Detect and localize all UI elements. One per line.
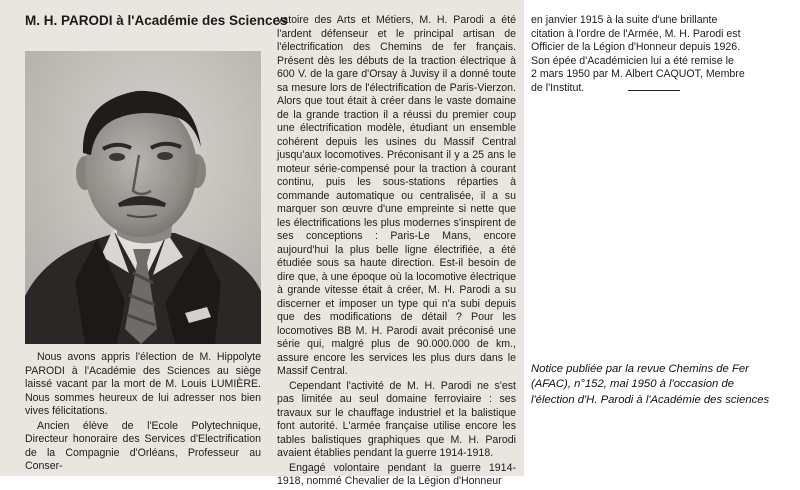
caption-line: l'élection d'H. Parodi à l'Académie des sciences xyxy=(531,393,770,406)
article-title: M. H. PARODI à l'Académie des Sciences xyxy=(25,13,288,28)
text-line: citation à l'ordre de l'Armée, M. H. Parodi est xyxy=(531,27,741,40)
text-column-1 xyxy=(25,351,261,475)
text-column-3 xyxy=(531,14,776,95)
end-rule xyxy=(628,90,680,91)
portrait-illustration xyxy=(25,51,261,344)
text-line: Officier de la Légion d'Honneur depuis 1926. xyxy=(531,41,741,53)
text-line: de l'Institut. xyxy=(531,81,585,94)
paragraph: Nous avons appris l'élection de M. Hippolyte PARODI à l'Académie des Sciences au siège laissé vacant par la mort de M. Louis LUMIÈRE. Nous sommes heureux de lui adresser nos bien vives félicitations. xyxy=(25,351,261,417)
paragraph: Ancien élève de l'Ecole Polytechnique, Directeur honoraire des Services d'Electrification de la Compagnie d'Orléans, Professeur au Conser- xyxy=(25,419,261,472)
caption xyxy=(531,362,793,408)
paragraph: Cependant l'activité de M. H. Parodi ne s'est pas limitée au seul domaine ferroviaire : ses travaux sur le chauffage industriel et la balistique font autorité. L'armée française utilise encore les tables balistiques graphiques que M. H. Parodi avaient établies pendant la guerre 1914-1918. xyxy=(277,379,516,459)
paragraph: Engagé volontaire pendant la guerre 1914-1918, nommé Chevalier de la Légion d'Honneur xyxy=(277,461,516,487)
text-column-2 xyxy=(277,14,516,490)
text-line: en janvier 1915 à la suite d'une brillante xyxy=(531,14,718,26)
caption-line: (AFAC), n°152, mai 1950 à l'occasion de xyxy=(531,378,735,391)
caption-line: Notice publiée par la revue Chemins de Fer xyxy=(531,363,749,375)
paragraph: vatoire des Arts et Métiers, M. H. Parodi a été l'ardent défenseur et le principal artisan de l'électrification des Chemins de fer français. Présent dès les débuts de la traction électrique à 600 V. de la gare d'Orsay à Juvisy il a donné toute sa mesure lors de l'électrification de Paris-Vierzon. Alors que tout était à créer dans le vaste domaine de la grande traction il a réussi du premier coup une électrification modèle, étudiant un ensemble cohérent depuis les usines du Massif Central jusqu'aux locomotives. Préconisant il y a 25 ans le moteur série-compensé pour la traction à courant continu, puis les sous-stations réparties à commande automatique ou centralisée, il a su marquer son œuvre d'une empreinte si nette que les électrifications les plus modernes s'inspirent de ses conceptions : Paris-Le Mans, encore aujourd'hui la plus belle ligne électrifiée, a été étudiée sous sa haute direction. Est-il besoin de dire que, à une époque où la locomotive électrique à grande vitesse était à créer, M. H. Parodi a su discerner et imposer un type qui n'a subi depuis que des modifications de détail ? Pour les locomotives BB M. H. Parodi avait préconisé une série qui, malgré plus de 90.000.000 de km., assure encore les services les plus durs dans le Massif Central. xyxy=(277,14,516,377)
text-line: 2 mars 1950 par M. Albert CAQUOT, Membre xyxy=(531,68,745,80)
portrait-photo xyxy=(25,51,261,344)
text-line: Son épée d'Académicien lui a été remise le xyxy=(531,54,734,67)
